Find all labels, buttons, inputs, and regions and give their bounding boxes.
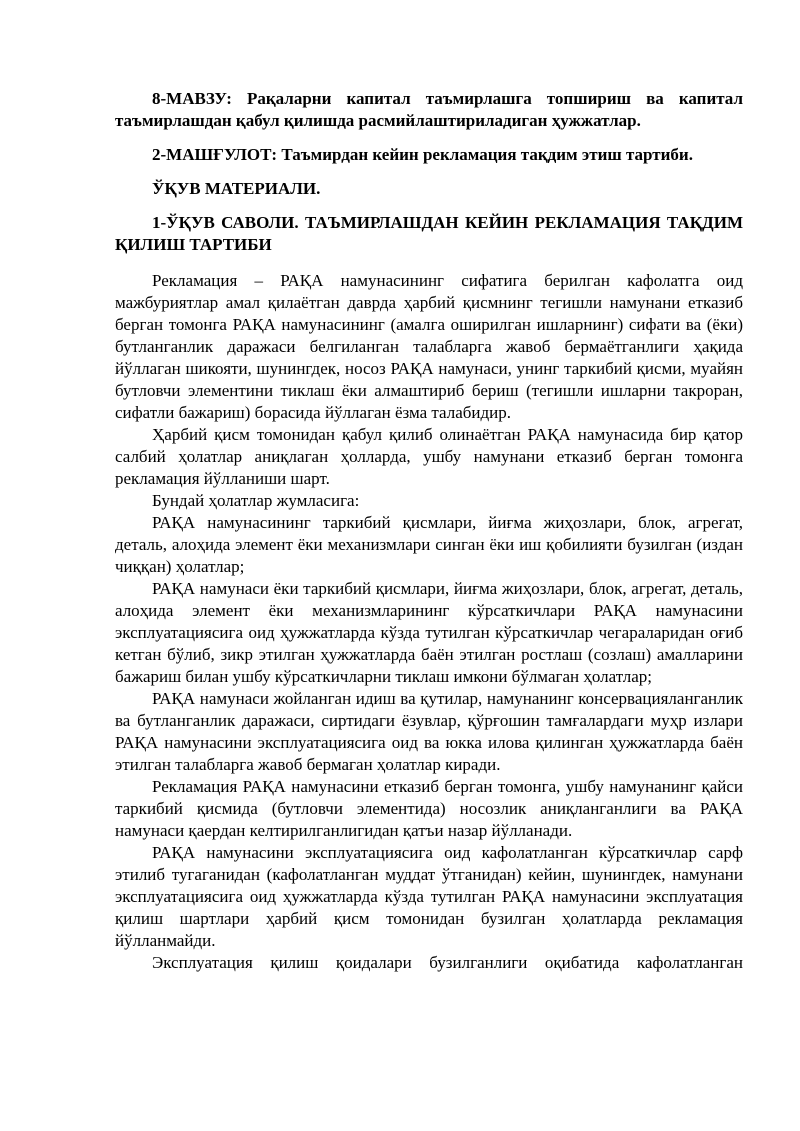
paragraph-case-packaging: РАҚА намунаси жойланган идиш ва қутилар, намунанинг консервацияланганлик ва бутланганлик даражаси, сиртидаги ёзувлар, қўрғошин тамғалардаги муҳр излари РАҚА намунасини эксплуатациясига оид ва юкка илова қилинган ҳужжатларда баён этилган талабларга жавоб бермаган ҳолатлар киради. [115,689,743,774]
lesson-heading: 2-МАШҒУЛОТ: Таъмирдан кейин рекламация тақдим этиш тартиби. [152,145,693,164]
material-heading: ЎҚУВ МАТЕРИАЛИ. [152,179,321,198]
paragraph-obligation: Ҳарбий қисм томонидан қабул қилиб олинаётган РАҚА намунасида бир қатор салбий ҳолатлар аниқлаган ҳолларда, ушбу намунани етказиб берган томонга рекламация йўлланиши шарт. [115,425,743,488]
paragraph-sending: Рекламация РАҚА намунасини етказиб берган томонга, ушбу намунанинг қайси таркибий қисмида (бутловчи элементида) носозлик аниқланганлиги ва РАҚА намунаси қаердан келтирилганлигидан қатъи назар йўлланади. [115,777,743,840]
paragraph-cases-intro: Бундай ҳолатлар жумласига: [152,491,360,510]
paragraph-definition: Рекламация – РАҚА намунасининг сифатига берилган кафолатга оид мажбуриятлар амал қилаётган даврда ҳарбий қисмнинг тегишли намунани етказиб берган томонга РАҚА намунасининг (амалга оширилган ишларнинг) сифати ва (ёки) бутланганлик даражаси белгиланган талабларга жавоб бермаётганлиги ҳақида йўллаган шикояти, шунингдек, носоз РАҚА намунаси, унинг таркибий қисми, муайян бутловчи элементини тиклаш ёки алмаштириб бериш (тегишли ишларни такроран, сифатли бажариш) борасида йўллаган ёзма талабидир. [115,271,743,422]
question-heading: 1-ЎҚУВ САВОЛИ. ТАЪМИРЛАШДАН КЕЙИН РЕКЛАМАЦИЯ ТАҚДИМ ҚИЛИШ ТАРТИБИ [115,213,743,254]
document-page [115,88,743,974]
topic-heading: 8-МАВЗУ: Рақаларни капитал таъмирлашга топшириш ва капитал таъмирлашдан қабул қилишда расмийлаштириладиган ҳужжатлар. [115,89,743,130]
paragraph-violation: Эксплуатация қилиш қоидалари бузилганлиги оқибатида кафолатланган [152,953,743,972]
paragraph-no-reclamation: РАҚА намунасини эксплуатациясига оид кафолатланган кўрсаткичлар сарф этилиб тугаганидан (кафолатланган муддат ўтганидан) кейин, шунингдек, намунани эксплуатациясига оид ҳужжатларда кўзда тутилган РАҚА намунасини эксплуатация қилиш шартлари ҳарбий қисм томонидан бузилган ҳолатларда рекламация йўлланмайди. [115,843,743,950]
paragraph-case-deviation: РАҚА намунаси ёки таркибий қисмлари, йиғма жиҳозлари, блок, агрегат, деталь, алоҳида элемент ёки механизмларининг кўрсаткичлари РАҚА намунасини эксплуатациясига оид ҳужжатларда кўзда тутилган кўрсаткичлар чегараларидан оғиб кетган бўлиб, зикр этилган ҳужжатларда баён этилган ростлаш (созлаш) амалларини бажариш билан ушбу кўрсаткичларни тиклаш имкони бўлмаган ҳолатлар; [115,579,743,686]
paragraph-case-broken: РАҚА намунасининг таркибий қисмлари, йиғма жиҳозлари, блок, агрегат, деталь, алоҳида элемент ёки механизмлари синган ёки иш қобилияти бузилган (издан чиққан) ҳолатлар; [115,513,743,576]
